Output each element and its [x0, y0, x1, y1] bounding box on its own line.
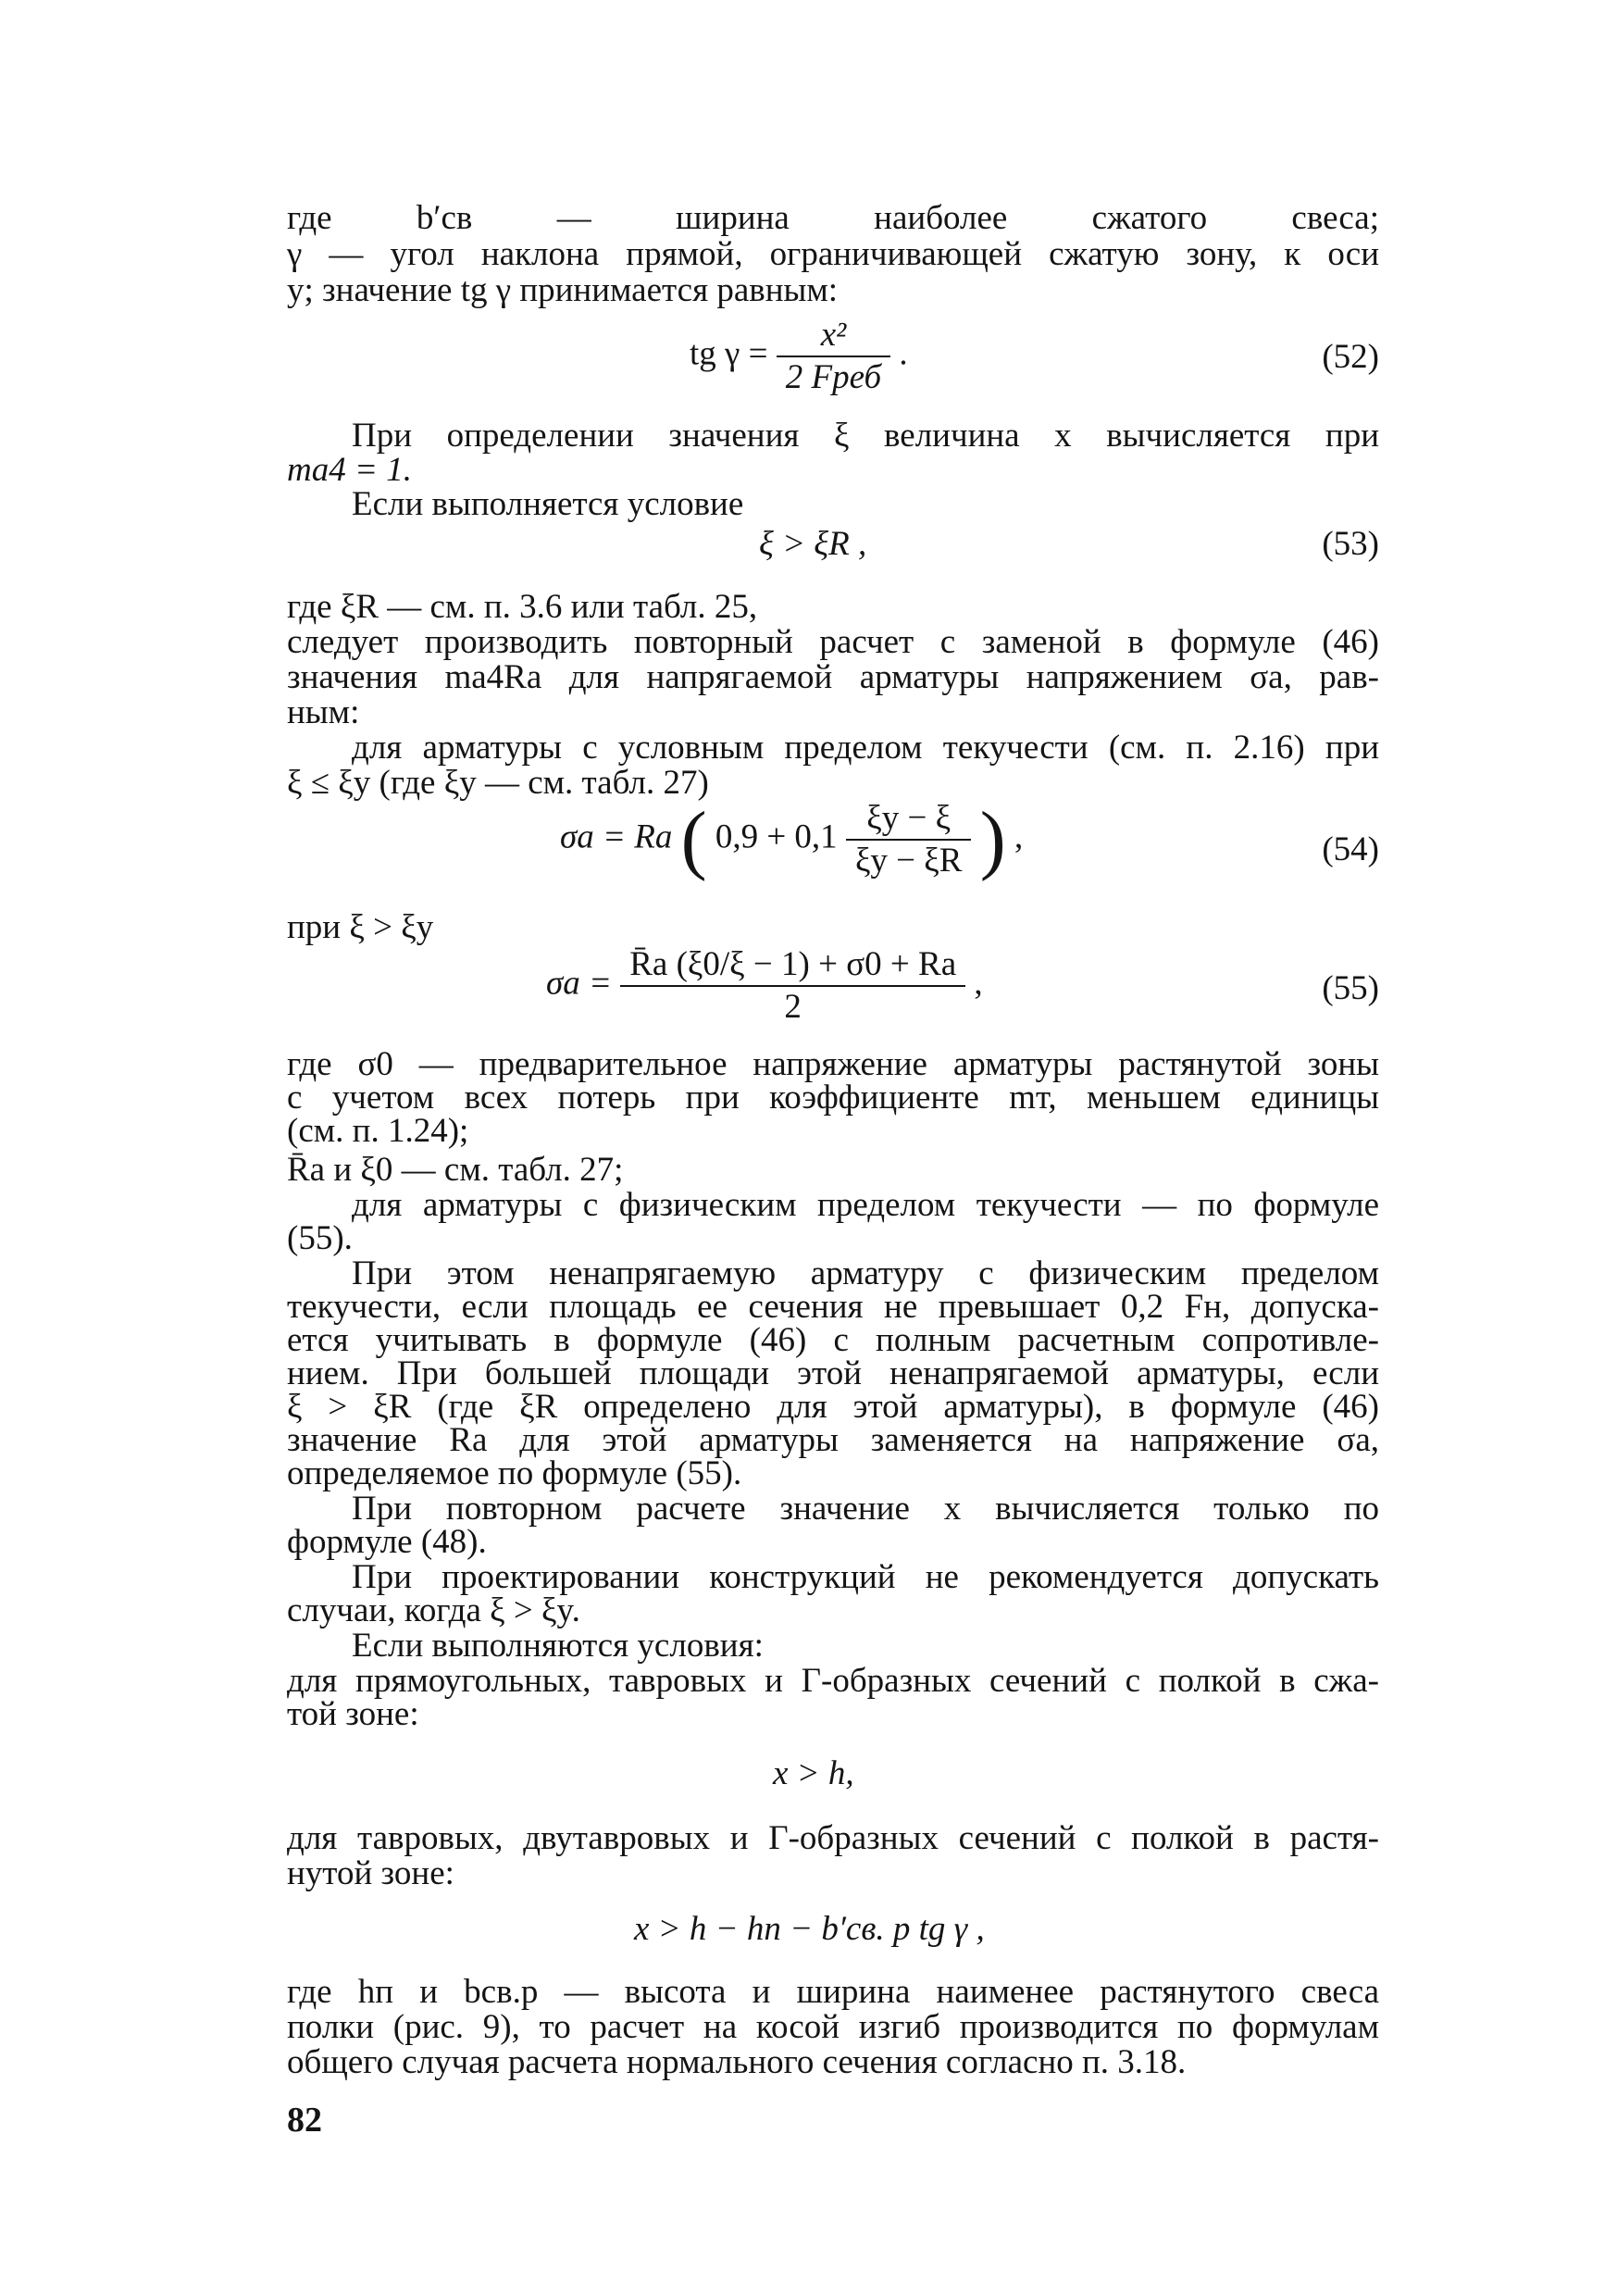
text-line: ξ ≤ ξy (где ξy — см. табл. 27) — [287, 764, 709, 802]
left-paren: ( — [680, 796, 707, 882]
text-line: значения ma4Ra для напрягаемой арматуры напряжением σa, рав- — [287, 658, 1379, 696]
eq52-denominator: 2 Fреб — [785, 358, 882, 396]
text-line: для арматуры с физическим пределом текучести — по формуле — [352, 1186, 1379, 1224]
inequality-1 — [287, 1755, 1379, 1796]
text-line: значение Ra для этой арматуры заменяется на напряжение σa, — [287, 1421, 1379, 1459]
right-paren: ) — [979, 796, 1006, 882]
text-line: общего случая расчета нормального сечения согласно п. 3.18. — [287, 2043, 1187, 2081]
text-line: При этом ненапрягаемую арматуру с физическим пределом — [352, 1254, 1379, 1292]
text-line: где ξR — см. п. 3.6 или табл. 25, — [287, 588, 758, 626]
text-line: При повторном расчете значение x вычисляется только по — [352, 1490, 1379, 1528]
text-line: текучести, если площадь ее сечения не превышает 0,2 Fн, допуска- — [287, 1288, 1379, 1326]
text-line: той зоне: — [287, 1695, 419, 1733]
text-line: ется учитывать в формуле (46) с полным расчетным сопротивле- — [287, 1321, 1379, 1359]
text-line: (55). — [287, 1219, 353, 1257]
text-line: При определении значения ξ величина x вычисляется при — [352, 417, 1379, 455]
page-number: 82 — [287, 2101, 322, 2140]
text-line: (см. п. 1.24); — [287, 1112, 469, 1150]
eq52-numerator: x² — [777, 315, 890, 357]
eq54-fraction — [846, 798, 972, 881]
equation-number: (55) — [1322, 969, 1379, 1007]
text-line: При проектировании конструкций не рекомендуется допускать — [352, 1558, 1379, 1596]
text-line: с учетом всех потерь при коэффициенте mт, меньшем единицы — [287, 1079, 1379, 1117]
equation-number: (53) — [1322, 525, 1379, 563]
text-line: следует производить повторный расчет с заменой в формуле (46) — [287, 623, 1379, 661]
equation-53 — [287, 526, 1379, 567]
eq55-denominator: 2 — [784, 988, 802, 1026]
inequality-2 — [287, 1911, 1379, 1952]
eq53-body: ξ > ξR , — [759, 525, 867, 563]
text-line: формуле (48). — [287, 1523, 487, 1561]
eq55-numerator: R̄a (ξ0/ξ − 1) + σ0 + Ra — [620, 944, 965, 987]
text-line: нием. При большей площади этой ненапрягаемой арматуры, если — [287, 1354, 1379, 1392]
text-line: R̄a и ξ0 — см. табл. 27; — [287, 1151, 624, 1189]
text-line: где σ0 — предварительное напряжение арматуры растянутой зоны — [287, 1045, 1379, 1083]
ineq1-body: x > h, — [773, 1754, 854, 1792]
eq54-numerator: ξy − ξ — [846, 798, 972, 841]
text-line: случаи, когда ξ > ξy. — [287, 1591, 580, 1629]
text-line: ξ > ξR (где ξR определено для этой арматуры), в формуле (46) — [287, 1388, 1379, 1426]
text-line: для прямоугольных, тавровых и Г-образных сечений с полкой в сжа- — [287, 1662, 1379, 1700]
text-line: полки (рис. 9), то расчет на косой изгиб производится по формулам — [287, 2008, 1379, 2046]
eq54-inner: 0,9 + 0,1 — [715, 817, 838, 856]
text-line: ma4 = 1. — [287, 451, 412, 489]
ineq2-body: x > h − hп − b′св. р tg γ , — [634, 1910, 985, 1948]
text-line: Если выполняются условия: — [352, 1627, 764, 1665]
text-line: при ξ > ξy — [287, 908, 434, 946]
text-line: где hп и bсв.р — высота и ширина наименее растянутого свеса — [287, 1973, 1379, 2011]
text-line: ным: — [287, 693, 360, 731]
equation-52 — [287, 315, 1379, 407]
text-line: для арматуры с условным пределом текучести (см. п. 2.16) при — [352, 729, 1379, 767]
eq52-fraction — [777, 315, 890, 398]
equation-number: (52) — [1322, 338, 1379, 376]
eq54-lhs: σa = Ra — [560, 817, 673, 856]
text-line: для тавровых, двутавровых и Г-образных сечений с полкой в растя- — [287, 1819, 1379, 1857]
equation-55 — [287, 944, 1379, 1037]
equation-54 — [287, 798, 1379, 900]
text-line: нутой зоне: — [287, 1854, 454, 1892]
text-line: определяемое по формуле (55). — [287, 1454, 742, 1492]
eq55-fraction — [620, 944, 965, 1028]
text-line: γ — угол наклона прямой, ограничивающей сжатую зону, к оси — [287, 235, 1379, 273]
eq54-tail: , — [1014, 817, 1024, 856]
eq55-lhs: σa = — [546, 964, 612, 1003]
eq54-denominator: ξy − ξR — [854, 842, 963, 880]
eq52-tail: . — [899, 334, 908, 373]
eq55-tail: , — [974, 964, 983, 1003]
text-line: где b′св — ширина наиболее сжатого свеса; — [287, 199, 1379, 237]
equation-number: (54) — [1322, 830, 1379, 868]
eq52-lhs: tg γ = — [690, 334, 768, 373]
text-line: Если выполняется условие — [352, 485, 744, 523]
text-line: y; значение tg γ принимается равным: — [287, 271, 839, 309]
